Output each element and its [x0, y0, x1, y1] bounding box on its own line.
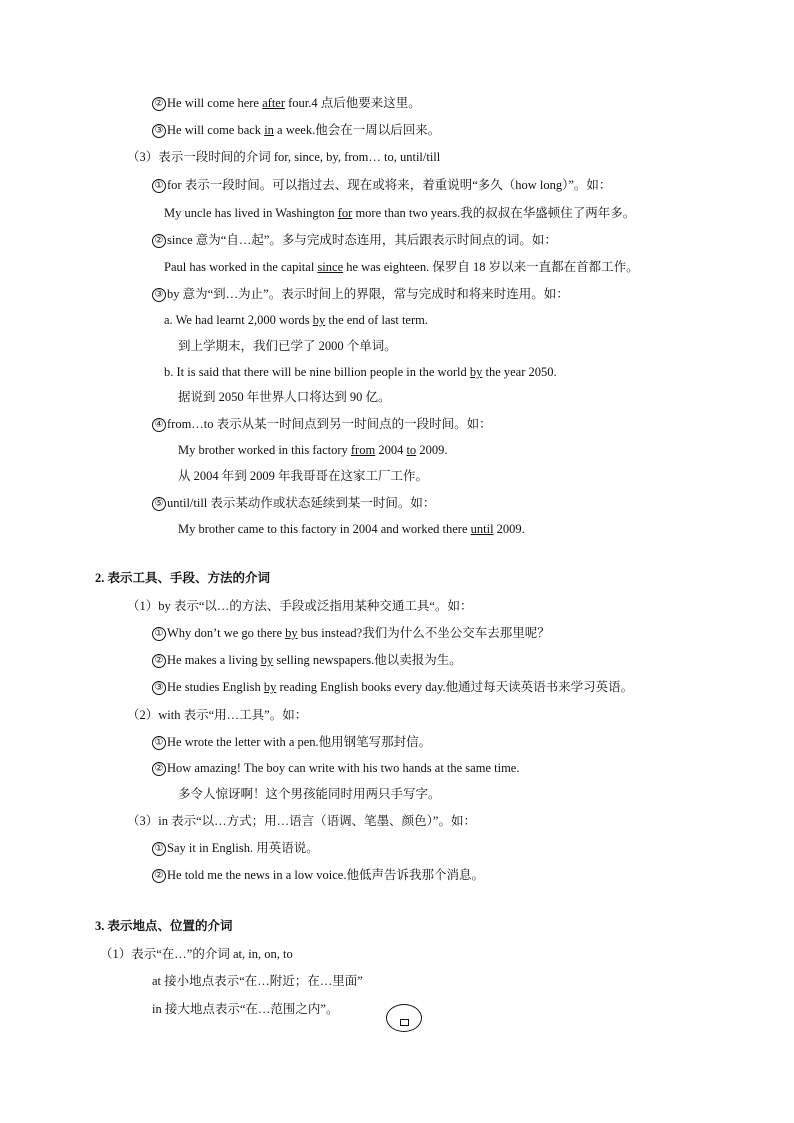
text-fragment: How amazing! The boy can write with his two hands at the same time. — [167, 761, 520, 775]
text-fragment: by 意为“到…为止”。表示时间上的界限，常与完成时和将来时连用。如： — [167, 287, 569, 301]
text-line — [164, 204, 635, 222]
text-fragment: He wrote the letter with a pen.他用钢笔写那封信。 — [167, 735, 432, 749]
item-number-badge: ② — [152, 654, 166, 668]
underlined-word: by — [263, 680, 277, 694]
text-fragment: a. We had learnt 2,000 words — [164, 313, 313, 327]
text-line — [95, 569, 270, 587]
underlined-word: to — [406, 443, 417, 457]
item-number-badge: ② — [152, 234, 166, 248]
text-fragment: 2009. — [416, 443, 448, 457]
underlined-word: since — [317, 260, 344, 274]
text-line — [152, 94, 421, 112]
underlined-word: from — [350, 443, 376, 457]
text-fragment: He makes a living — [167, 653, 261, 667]
text-line — [152, 176, 611, 194]
item-number-badge: ② — [152, 97, 166, 111]
text-line — [152, 121, 440, 139]
text-fragment: 到上学期末，我们已学了 2000 个单词。 — [178, 339, 397, 353]
section-heading: 3. 表示地点、位置的介词 — [95, 919, 233, 933]
text-fragment: until/till 表示某动作或状态延续到某一时间。如： — [167, 496, 436, 510]
text-line — [127, 706, 307, 724]
text-line — [100, 945, 293, 963]
text-fragment: a week.他会在一周以后回来。 — [273, 123, 441, 137]
text-fragment: （3）in 表示“以…方式；用…语言（语调、笔墨、颜色）”。如： — [127, 814, 476, 828]
text-line — [152, 1000, 338, 1018]
text-line — [152, 733, 431, 751]
text-fragment: My uncle has lived in Washington — [164, 206, 338, 220]
text-line — [152, 972, 363, 990]
text-fragment: （1）表示“在…”的介词 at, in, on, to — [100, 947, 293, 961]
text-line — [164, 311, 428, 329]
text-fragment: the year 2050. — [482, 365, 557, 379]
text-line — [95, 917, 233, 935]
text-line — [152, 651, 462, 669]
underlined-word: by — [260, 653, 274, 667]
text-fragment: at 接小地点表示“在…附近；在…里面” — [152, 974, 363, 988]
underlined-word: until — [470, 522, 494, 536]
item-number-badge: ⑤ — [152, 497, 166, 511]
text-fragment: 据说到 2050 年世界人口将达到 90 亿。 — [178, 390, 391, 404]
section-heading: 2. 表示工具、手段、方法的介词 — [95, 571, 271, 585]
text-fragment: Paul has worked in the capital — [164, 260, 318, 274]
text-line — [152, 839, 319, 857]
item-number-badge: ① — [152, 179, 166, 193]
text-fragment: My brother worked in this factory — [178, 443, 351, 457]
item-number-badge: ② — [152, 869, 166, 883]
text-line — [178, 467, 428, 485]
item-number-badge: ② — [152, 762, 166, 776]
underlined-word: by — [469, 365, 483, 379]
item-number-badge: ③ — [152, 681, 166, 695]
text-fragment: since 意为“自…起”。多与完成时态连用，其后跟表示时间点的词。如： — [167, 233, 557, 247]
text-fragment: My brother came to this factory in 2004 and worked there — [178, 522, 471, 536]
page-number-mark — [400, 1019, 409, 1026]
text-line — [152, 866, 484, 884]
text-line — [127, 597, 472, 615]
text-fragment: reading English books every day.他通过每天读英语书来学习英语。 — [276, 680, 634, 694]
text-fragment: in 接大地点表示“在…范围之内”。 — [152, 1002, 339, 1016]
underlined-word: by — [312, 313, 326, 327]
item-number-badge: ① — [152, 627, 166, 641]
item-number-badge: ① — [152, 842, 166, 856]
text-line — [152, 624, 550, 642]
text-fragment: b. It is said that there will be nine billion people in the world — [164, 365, 470, 379]
text-fragment: the end of last term. — [325, 313, 428, 327]
text-line — [152, 231, 557, 249]
text-line — [178, 785, 441, 803]
text-line — [152, 678, 633, 696]
item-number-badge: ③ — [152, 288, 166, 302]
underlined-word: after — [262, 96, 286, 110]
text-fragment: for 表示一段时间。可以指过去、现在或将来，着重说明“多久（how long）”。如： — [167, 178, 612, 192]
text-line — [178, 388, 391, 406]
item-number-badge: ③ — [152, 124, 166, 138]
underlined-word: for — [337, 206, 353, 220]
text-fragment: bus instead?我们为什么不坐公交车去那里呢？ — [297, 626, 550, 640]
text-line — [164, 258, 639, 276]
text-fragment: 多令人惊讶啊！这个男孩能同时用两只手写字。 — [178, 787, 441, 801]
text-fragment: 2004 — [375, 443, 407, 457]
text-fragment: He studies English — [167, 680, 264, 694]
text-line — [127, 148, 440, 166]
text-fragment: four.4 点后他要来这里。 — [285, 96, 421, 110]
underlined-word: by — [285, 626, 298, 640]
item-number-badge: ④ — [152, 418, 166, 432]
text-fragment: （3）表示一段时间的介词 for, since, by, from… to, until/till — [127, 150, 441, 164]
text-line — [127, 812, 476, 830]
text-fragment: more than two years.我的叔叔在华盛顿住了两年多。 — [352, 206, 636, 220]
text-fragment: He told me the news in a low voice.他低声告诉我那个消息。 — [167, 868, 484, 882]
text-line — [152, 285, 569, 303]
underlined-word: in — [264, 123, 274, 137]
text-line — [178, 441, 447, 459]
text-line — [164, 363, 557, 381]
text-line — [152, 494, 435, 512]
text-fragment: 从 2004 年到 2009 年我哥哥在这家工厂工作。 — [178, 469, 429, 483]
text-line — [178, 520, 525, 538]
text-fragment: he was eighteen. 保罗自 18 岁以来一直都在首都工作。 — [343, 260, 639, 274]
text-line — [178, 337, 397, 355]
text-fragment: （2）with 表示“用…工具”。如： — [127, 708, 308, 722]
text-line — [152, 415, 492, 433]
text-fragment: from…to 表示从某一时间点到另一时间点的一段时间。如： — [167, 417, 492, 431]
text-fragment: Why don’t we go there — [167, 626, 286, 640]
text-fragment: He will come here — [167, 96, 263, 110]
page-number-badge — [386, 1004, 422, 1032]
item-number-badge: ① — [152, 736, 166, 750]
text-fragment: 2009. — [493, 522, 525, 536]
text-line — [152, 759, 519, 777]
text-fragment: selling newspapers.他以卖报为生。 — [273, 653, 462, 667]
text-fragment: （1）by 表示“以…的方法、手段或泛指用某种交通工具“。如： — [127, 599, 473, 613]
text-fragment: He will come back — [167, 123, 265, 137]
text-fragment: Say it in English. 用英语说。 — [167, 841, 319, 855]
